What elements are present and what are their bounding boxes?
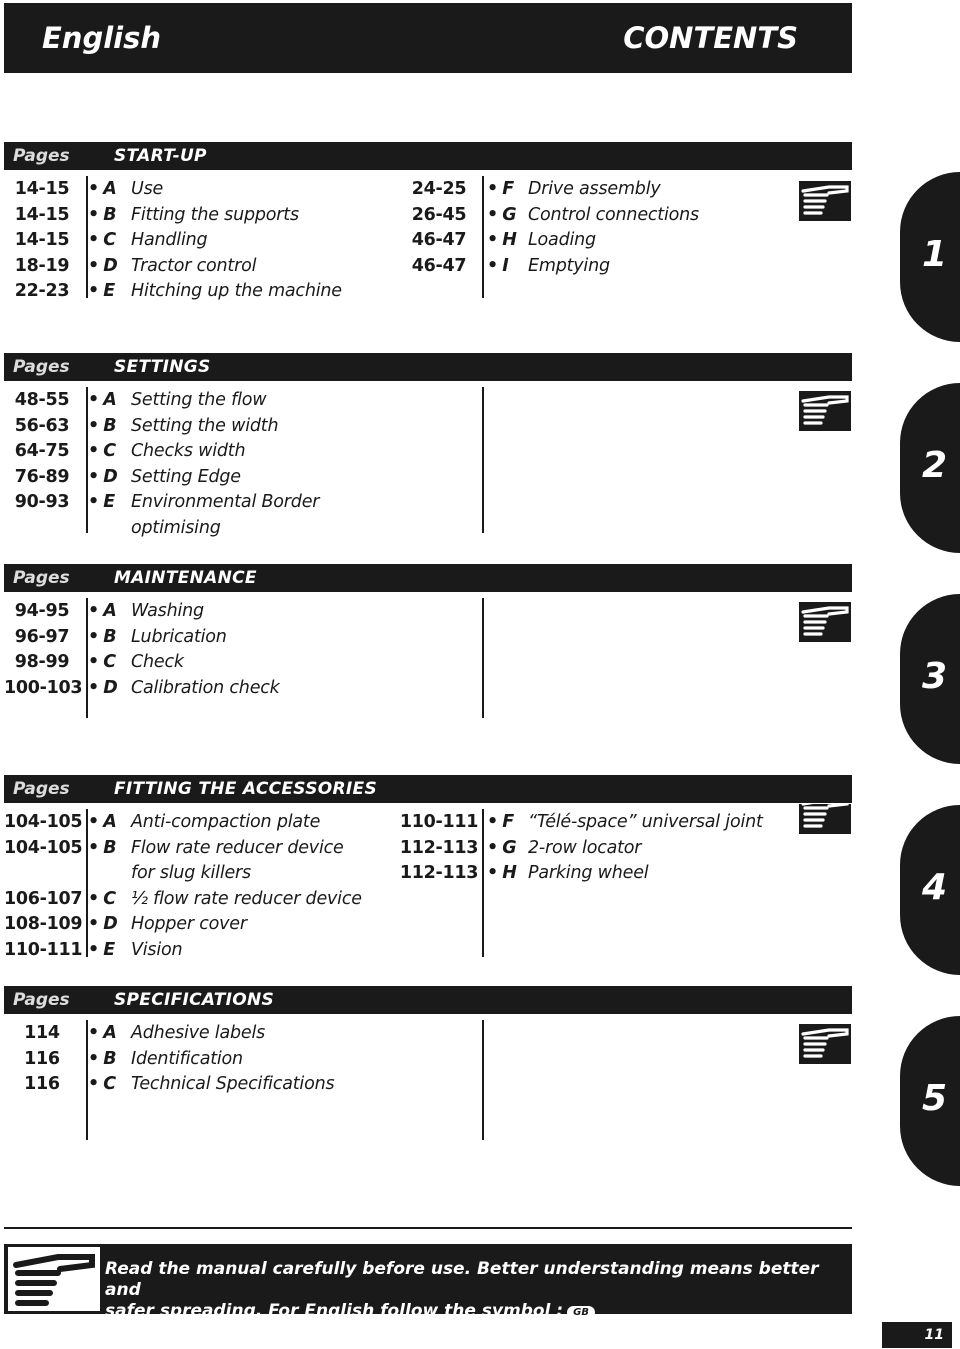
item-text: Parking wheel [528,863,649,884]
note-icon-box [8,1247,100,1311]
divider [482,809,484,957]
section-bar [4,142,852,170]
divider [482,387,484,533]
pages-label: Pages [13,779,70,799]
item-text: Environmental Border [131,492,320,513]
chapter-number: 2 [922,445,948,486]
note-line-2-text: safer spreading. For English follow the symbol : [105,1301,564,1321]
note-line-1: Read the manual carefully before use. Better understanding means better and [105,1259,819,1300]
section-bar [4,564,852,592]
language-label: English [42,21,162,55]
item-text: Anti-compaction plate [131,812,321,832]
page-range: 90-93 [14,492,70,513]
header-bar [4,3,852,73]
item-letter: • B [88,1047,116,1073]
page-range: 108-109 [4,914,83,935]
page-range: 116 [24,1048,60,1069]
item-letter: • A [88,1021,116,1047]
divider [86,809,88,957]
page-number [882,1322,952,1348]
note-text [105,1259,835,1322]
item-letter: • F [487,810,515,836]
section-title: SPECIFICATIONS [114,990,275,1010]
item-letter: • A [88,177,116,203]
page-range: 18-19 [14,255,70,276]
page-title: CONTENTS [623,21,798,55]
note-line-2 [105,1301,835,1322]
item-letter: • A [88,599,116,625]
page-range: 14-15 [14,179,70,199]
page-range: 100-103 [4,677,83,698]
chapter-number: 5 [922,1078,948,1119]
pointing-hand-icon [799,1024,851,1064]
item-text: Fitting the supports [131,204,299,225]
item-letter: • D [88,465,116,491]
divider [86,176,88,298]
page-range: 76-89 [14,466,70,487]
item-letter: • H [487,861,515,887]
item-letter: • D [88,912,116,938]
divider [4,1227,852,1229]
item-text: Lubrication [131,626,227,647]
page-range: 46-47 [411,255,467,276]
page-range: 112-113 [399,837,479,858]
item-text: Drive assembly [528,179,661,199]
pages-label: Pages [13,146,70,166]
item-text: optimising [131,517,221,538]
page-number-text: 11 [924,1327,944,1343]
divider [86,598,88,718]
page-range: 104-105 [4,812,83,832]
divider [482,176,484,298]
chapter-tab-5[interactable] [900,1016,960,1186]
page-range: 96-97 [14,626,70,647]
page-range: 114 [24,1023,60,1043]
item-letter: • F [487,177,515,203]
item-letter: • C [88,1072,116,1098]
pointing-hand-icon [799,602,851,642]
chapter-number: 4 [922,867,948,908]
chapter-number: 1 [922,234,948,275]
page-range: 14-15 [14,230,70,251]
divider [482,1020,484,1140]
item-text: Hitching up the machine [131,281,342,302]
item-letter: • G [487,203,515,229]
pointing-hand-icon [8,1247,100,1311]
section-title: START-UP [114,146,207,166]
item-text: Checks width [131,441,246,462]
item-letter: • B [88,203,116,229]
page-range: 110-111 [4,939,83,960]
chapter-tab-2[interactable] [900,383,960,553]
item-letter: • D [88,676,116,702]
page-range: 104-105 [4,837,83,858]
page-range: 64-75 [14,441,70,462]
item-text: ½ flow rate reducer device [131,888,362,909]
section-title: SETTINGS [114,357,211,377]
item-text: Control connections [528,204,699,225]
gb-symbol: GB [567,1306,595,1319]
item-text: 2-row locator [528,837,642,858]
pointing-hand-icon [799,181,851,221]
item-text: Technical Specifications [131,1074,335,1095]
chapter-tab-3[interactable] [900,594,960,764]
page-range: 94-95 [14,601,70,621]
pointing-hand-icon [799,391,851,431]
item-text: Identification [131,1048,243,1069]
section-bar [4,986,852,1014]
section-bar [4,353,852,381]
page-range: 48-55 [14,390,70,410]
item-text: Use [131,179,164,199]
item-text: for slug killers [131,863,251,884]
item-letter: • B [88,625,116,651]
item-text: Adhesive labels [131,1023,266,1043]
item-letter: • G [487,836,515,862]
page-range: 46-47 [411,230,467,251]
divider [482,598,484,718]
item-letter: • A [88,810,116,836]
item-letter: • C [88,887,116,913]
read-manual-note [4,1244,852,1321]
page-range: 110-111 [399,812,479,832]
item-text: Emptying [528,255,610,276]
item-letter: • C [88,228,116,254]
item-letter: • E [88,279,116,305]
item-letter: • E [88,938,116,964]
item-letter: • A [88,388,116,414]
item-text: Setting the width [131,415,279,436]
item-text: Loading [528,230,596,251]
chapter-tab-4[interactable] [900,805,960,975]
item-letter: • E [88,490,116,516]
item-text: Washing [131,601,204,621]
item-text: “Télé-space” universal joint [528,812,763,832]
pointing-hand-icon [799,804,851,834]
page-range: 22-23 [14,281,70,302]
item-text: Setting the flow [131,390,267,410]
chapter-tab-1[interactable] [900,172,960,342]
page-range: 98-99 [14,652,70,673]
chapter-number: 3 [922,656,948,697]
item-letter: • C [88,650,116,676]
page-range: 24-25 [411,179,467,199]
item-text: Tractor control [131,255,257,276]
item-letter: • H [487,228,515,254]
section-bar [4,775,852,803]
item-letter: • B [88,414,116,440]
item-text: Calibration check [131,677,280,698]
section-title: MAINTENANCE [114,568,257,588]
item-letter: • I [487,254,515,280]
item-letter: • D [88,254,116,280]
pages-label: Pages [13,990,70,1010]
item-text: Flow rate reducer device [131,837,344,858]
divider [86,1020,88,1140]
item-text: Check [131,652,184,673]
pages-label: Pages [13,568,70,588]
item-text: Handling [131,230,208,251]
item-letter: • B [88,836,116,862]
page-range: 14-15 [14,204,70,225]
item-text: Hopper cover [131,914,247,935]
page-range: 56-63 [14,415,70,436]
item-text: Vision [131,939,183,960]
page-range: 106-107 [4,888,83,909]
page-range: 112-113 [399,863,479,884]
divider [86,387,88,533]
page-range: 26-45 [411,204,467,225]
pages-label: Pages [13,357,70,377]
section-title: FITTING THE ACCESSORIES [114,779,378,799]
item-letter: • C [88,439,116,465]
page-range: 116 [24,1074,60,1095]
item-text: Setting Edge [131,466,241,487]
